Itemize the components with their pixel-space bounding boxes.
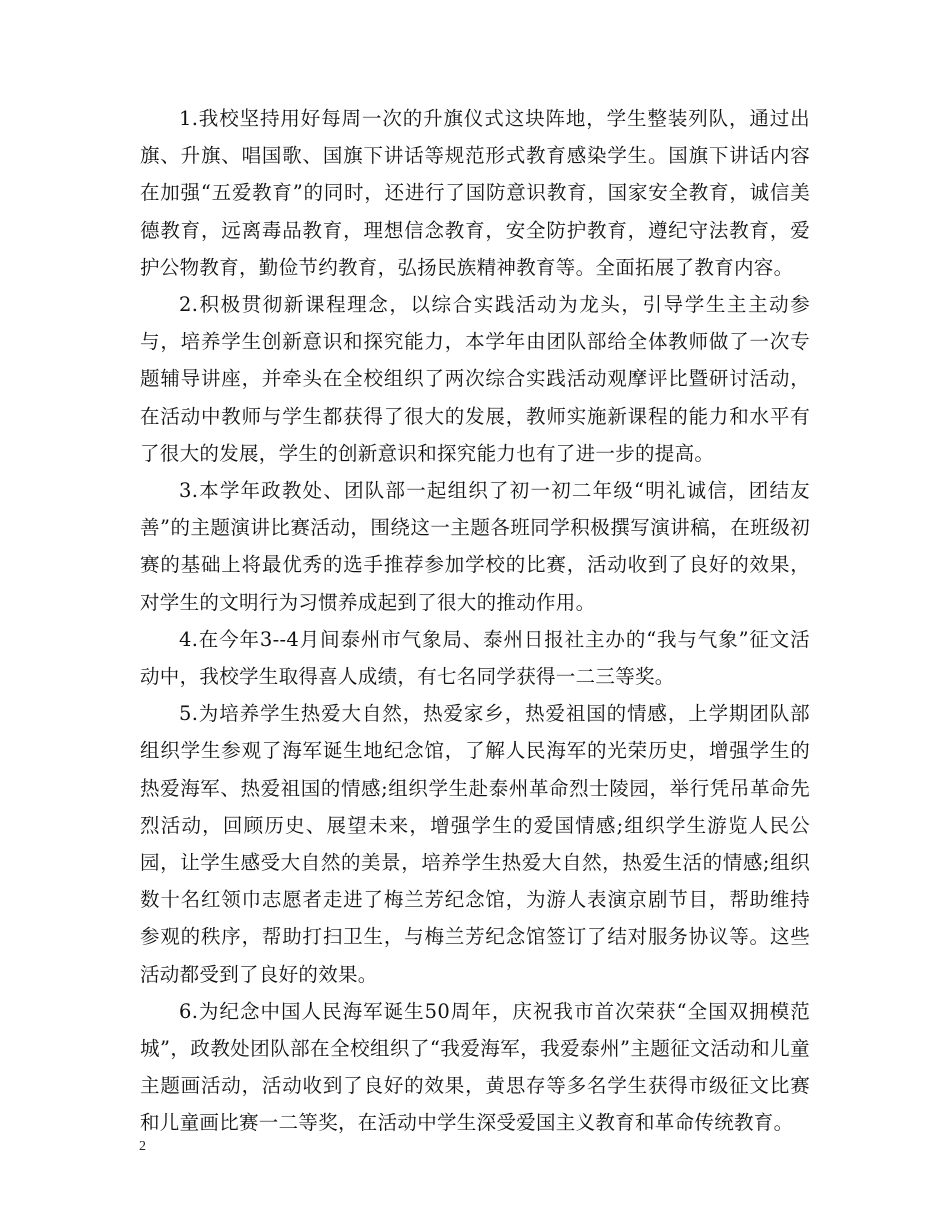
paragraph-2: 2.积极贯彻新课程理念，以综合实践活动为龙头，引导学生主主动参与，培养学生创新意识和探究能力，本学年由团队部给全体教师做了一次专题辅导讲座，并牵头在全校组织了两次综合实践活动观摩评比暨研讨活动，在活动中教师与学生都获得了很大的发展，教师实施新课程的能力和水平有了很大的发展，学生的创新意识和探究能力也有了进一步的提高。	[140, 293, 810, 465]
page-number: 2	[139, 1139, 146, 1154]
paragraph-1: 1.我校坚持用好每周一次的升旗仪式这块阵地，学生整装列队，通过出旗、升旗、唱国歌、国旗下讲话等规范形式教育感染学生。国旗下讲话内容在加强“五爱教育”的同时，还进行了国防意识教育，国家安全教育，诚信美德教育，远离毒品教育，理想信念教育，安全防护教育，遵纪守法教育，爱护公物教育，勤俭节约教育，弘扬民族精神教育等。全面拓展了教育内容。	[140, 107, 810, 279]
paragraph-6: 6.为纪念中国人民海军诞生50周年，庆祝我市首次荣获“全国双拥模范城”，政教处团队部在全校组织了“我爱海军，我爱泰州”主题征文活动和儿童主题画活动，活动收到了良好的效果，黄思存等多名学生获得市级征文比赛和儿童画比赛一二等奖，在活动中学生深受爱国主义教育和革命传统教育。	[140, 999, 810, 1135]
paragraph-3: 3.本学年政教处、团队部一起组织了初一初二年级“明礼诚信，团结友善”的主题演讲比赛活动，围绕这一主题各班同学积极撰写演讲稿，在班级初赛的基础上将最优秀的选手推荐参加学校的比赛，活动收到了良好的效果，对学生的文明行为习惯养成起到了很大的推动作用。	[140, 479, 810, 614]
paragraph-5: 5.为培养学生热爱大自然，热爱家乡，热爱祖国的情感，上学期团队部组织学生参观了海军诞生地纪念馆，了解人民海军的光荣历史，增强学生的热爱海军、热爱祖国的情感;组织学生赴泰州革命烈士陵园，举行凭吊革命先烈活动，回顾历史、展望未来，增强学生的爱国情感;组织学生游览人民公园，让学生感受大自然的美景，培养学生热爱大自然，热爱生活的情感;组织数十名红领巾志愿者走进了梅兰芳纪念馆，为游人表演京剧节目，帮助维持参观的秩序，帮助打扫卫生，与梅兰芳纪念馆签订了结对服务协议等。这些活动都受到了良好的效果。	[140, 702, 810, 986]
body-text	[140, 100, 810, 1142]
paragraph-4: 4.在今年3--4月间泰州市气象局、泰州日报社主办的“我与气象”征文活动中，我校学生取得喜人成绩，有七名同学获得一二三等奖。	[140, 627, 810, 689]
